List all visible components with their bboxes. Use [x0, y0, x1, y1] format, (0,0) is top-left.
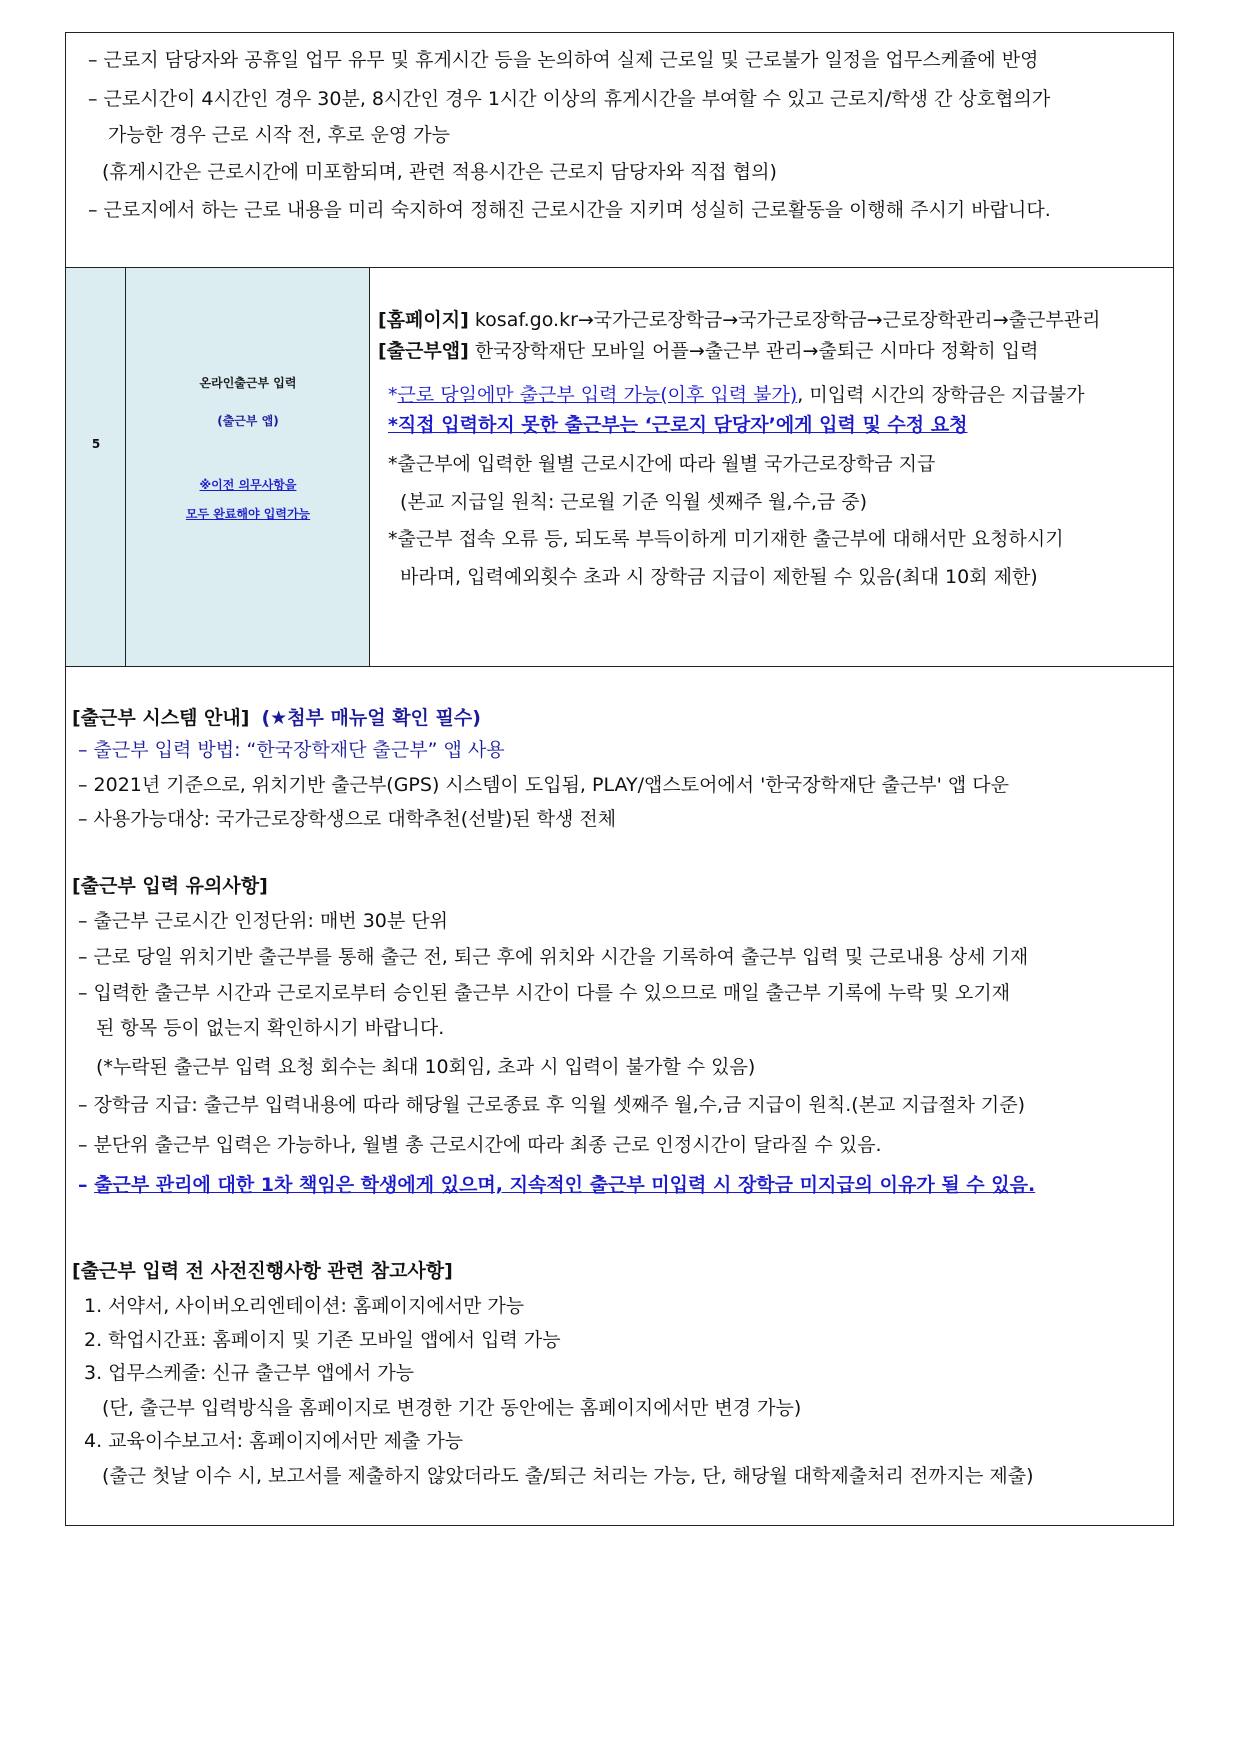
schedule-line: – 근로지 담당자와 공휴일 업무 유무 및 휴게시간 등을 논의하여 실제 근로일 및 근로불가 일정을 업무스케쥴에 반영 — [88, 49, 1039, 71]
schedule-line: (휴게시간은 근로시간에 미포함되며, 관련 적용시간은 근로지 담당자와 직접 협의) — [102, 161, 777, 183]
row-content-cell — [370, 268, 1173, 666]
exception-note: *출근부 접속 오류 등, 되도록 부득이하게 미기재한 출근부에 대해서만 요청하시기 — [388, 528, 1064, 550]
reference-item: 4. 교육이수보고서: 홈페이지에서만 제출 가능 — [84, 1430, 464, 1452]
warning-dash: – — [78, 1174, 88, 1196]
caution-item: – 근로 당일 위치기반 출근부를 통해 출근 전, 퇴근 후에 위치와 시간을 기록하여 출근부 입력 및 근로내용 상세 기재 — [78, 946, 1029, 968]
note-star: * — [388, 384, 398, 406]
document-frame — [65, 32, 1174, 1526]
table-row — [66, 268, 1173, 667]
cautions-heading: [출근부 입력 유의사항] — [72, 875, 268, 897]
reference-item: 3. 업무스케줄: 신규 출근부 앱에서 가능 — [84, 1362, 415, 1384]
system-item: – 출근부 입력 방법: “한국장학재단 출근부” 앱 사용 — [78, 739, 505, 761]
system-item: – 사용가능대상: 국가근로장학생으로 대학추천(선발)된 학생 전체 — [78, 808, 617, 830]
caution-item: – 장학금 지급: 출근부 입력내용에 따라 해당월 근로종료 후 익월 셋째주 월,수,금 지급이 원칙.(본교 지급절차 기준) — [78, 1094, 1026, 1116]
caution-item: – 입력한 출근부 시간과 근로지로부터 승인된 출근부 시간이 다를 수 있으므로 매일 출근부 기록에 누락 및 오기재 — [78, 982, 1011, 1004]
reference-item: (출근 첫날 이수 시, 보고서를 제출하지 않았더라도 출/퇴근 처리는 가능, 단, 해당월 대학제출처리 전까지는 제출) — [102, 1465, 1034, 1487]
reference-heading: [출근부 입력 전 사전진행사항 관련 참고사항] — [72, 1260, 453, 1282]
app-text: 한국장학재단 모바일 어플→출근부 관리→출퇴근 시마다 정확히 입력 — [474, 340, 1039, 362]
reference-item: (단, 출근부 입력방식을 홈페이지로 변경한 기간 동안에는 홈페이지에서만 변경 가능) — [102, 1397, 802, 1419]
schedule-line: – 근로지에서 하는 근로 내용을 미리 숙지하여 정해진 근로시간을 지키며 성실히 근로활동을 이행해 주시기 바랍니다. — [88, 199, 1051, 221]
payment-note: *출근부에 입력한 월별 근로시간에 따라 월별 국가근로장학금 지급 — [388, 453, 936, 475]
system-heading-line — [72, 706, 481, 730]
homepage-label: [홈페이지] — [378, 309, 469, 331]
correction-request-note: *직접 입력하지 못한 출근부는 ‘근로지 담당자’에게 입력 및 수정 요청 — [388, 414, 968, 436]
responsibility-warning: 출근부 관리에 대한 1차 책임은 학생에게 있으며, 지속적인 출근부 미입력 시 장학금 미지급의 이유가 될 수 있음. — [94, 1174, 1036, 1196]
row-title: 온라인출근부 입력 — [199, 376, 297, 390]
system-item: – 2021년 기준으로, 위치기반 출근부(GPS) 시스템이 도입됨, PLAY/앱스토어에서 '한국장학재단 출근부' 앱 다운 — [78, 774, 1009, 796]
caution-item: – 분단위 출근부 입력은 가능하나, 월별 총 근로시간에 따라 최종 근로 인정시간이 달라질 수 있음. — [78, 1134, 882, 1156]
caution-item: (*누락된 출근부 입력 요청 회수는 최대 10회임, 초과 시 입력이 불가할 수 있음) — [96, 1056, 756, 1078]
caution-item: – 출근부 근로시간 인정단위: 매번 30분 단위 — [78, 910, 448, 932]
reference-item: 2. 학업시간표: 홈페이지 및 기존 모바일 앱에서 입력 가능 — [84, 1329, 561, 1351]
same-day-rest: , 미입력 시간의 장학금은 지급불가 — [797, 384, 1085, 406]
schedule-line: 가능한 경우 근로 시작 전, 후로 운영 가능 — [108, 124, 450, 146]
row-number-cell — [66, 268, 126, 666]
work-schedule-section — [66, 33, 1173, 268]
prerequisite-note: ※이전 의무사항을 — [199, 478, 297, 492]
app-path — [378, 339, 1038, 363]
schedule-line: – 근로시간이 4시간인 경우 30분, 8시간인 경우 1시간 이상의 휴게시간을 부여할 수 있고 근로지/학생 간 상호협의가 — [88, 88, 1051, 110]
prerequisite-note: 모두 완료해야 입력가능 — [185, 507, 311, 521]
responsibility-warning-line — [78, 1173, 1035, 1197]
system-heading: [출근부 시스템 안내] — [72, 707, 250, 729]
exception-limit-note: 바라며, 입력예외횟수 초과 시 장학금 지급이 제한될 수 있음(최대 10회 제한) — [400, 566, 1038, 588]
row-number: 5 — [91, 437, 101, 451]
row-title-cell — [126, 268, 370, 666]
row-subtitle: (출근부 앱) — [217, 414, 279, 428]
caution-item: 된 항목 등이 없는지 확인하시기 바랍니다. — [96, 1017, 445, 1039]
same-day-note — [388, 383, 1084, 407]
homepage-text: kosaf.go.kr→국가근로장학금→국가근로장학금→근로장학관리→출근부관리 — [474, 309, 1101, 331]
app-label: [출근부앱] — [378, 340, 469, 362]
system-heading-note: (★첨부 매뉴얼 확인 필수) — [261, 707, 481, 729]
payment-schedule-note: (본교 지급일 원칙: 근로월 기준 익월 셋째주 월,수,금 중) — [400, 491, 868, 513]
homepage-path — [378, 308, 1100, 332]
same-day-link: 근로 당일에만 출근부 입력 가능(이후 입력 불가) — [397, 384, 798, 406]
reference-item: 1. 서약서, 사이버오리엔테이션: 홈페이지에서만 가능 — [84, 1295, 525, 1317]
